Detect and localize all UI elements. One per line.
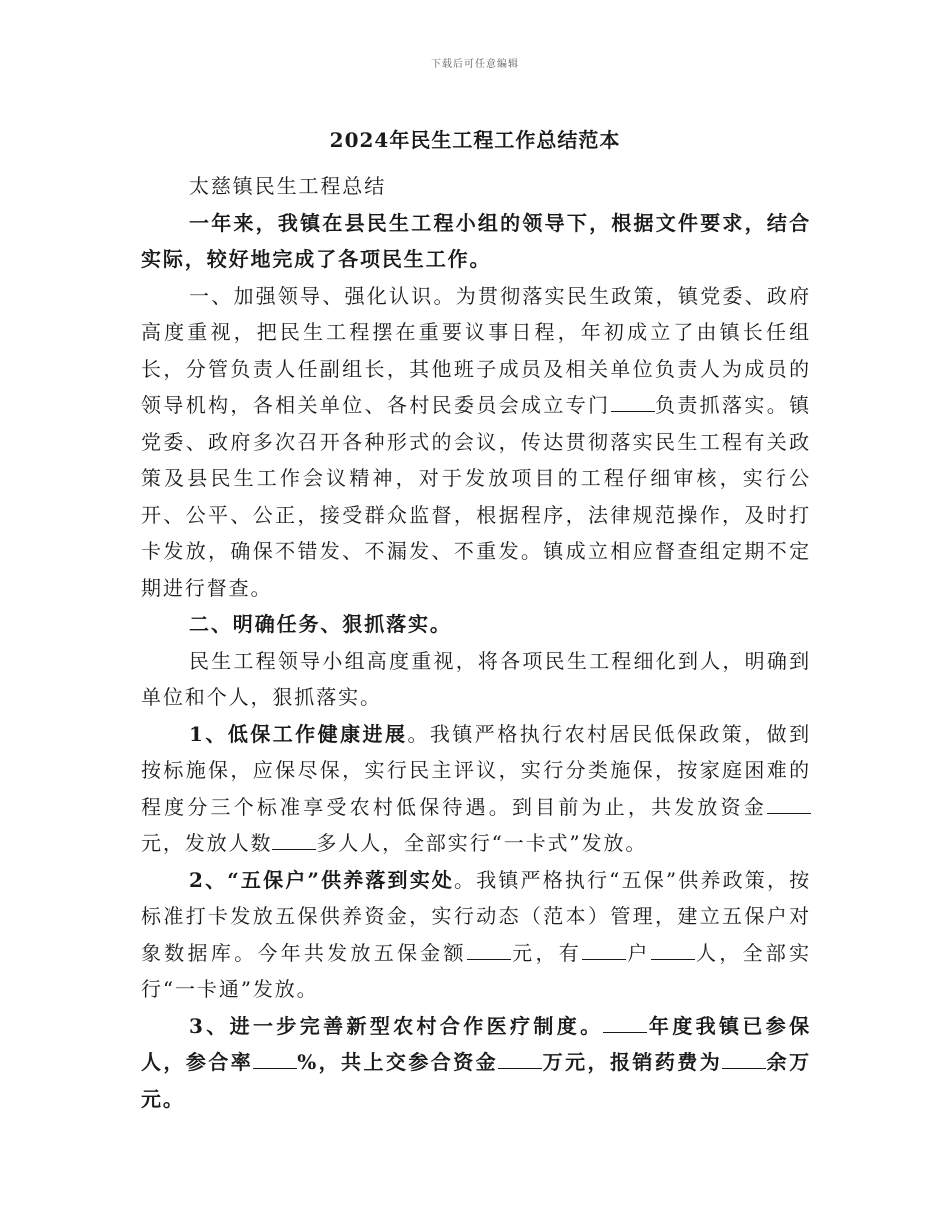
item1-text-b: 元，发放人数 [141,831,273,855]
blank-field [467,941,511,960]
item3-text-a: 3、进一步完善新型农村合作医疗制度。 [189,1013,604,1038]
subtitle: 太慈镇民生工程总结 [189,174,387,198]
item2-text-b: 元，有 [510,940,582,965]
blank-field [498,1050,542,1069]
item3-text-e: 余万元。 [141,1050,811,1111]
item1-text-a: 。我镇严格执行农村居民低保政策，做到按标施保，应保尽保，实行民主评议，实行分类施保，按家庭困难的程度分三个标准享受农村低保待遇。到目前为止，共发放资金 [141,721,812,819]
item1-lead: 1、低保工作健康进展 [189,721,408,746]
blank-field [767,795,811,814]
item3-text-c: %，共上交参合资金 [297,1050,499,1074]
item3-text-d: 万元，报销药费为 [542,1050,723,1074]
section1-text-a: 一、加强领导、强化认识。为贯彻落实民生政策，镇党委、政府高度重视，把民生工程摆在重要议事日程，年初成立了由镇长任组长，分管负责人任副组长，其他班子成员及相关单位负责人为成员的领导机构，各相关单位、各村民委员会成立专门 [141,283,811,417]
section1-text-b: 负责抓落实。镇党委、政府多次召开各种形式的会议，传达贯彻落实民生工程有关政策及县民生工作会议精神，对于发放项目的工程仔细审核，实行公开、公平、公正，接受群众监督，根据程序，法律规范操作，及时打卡发放，确保不错发、不漏发、不重发。镇成立相应督查组定期不定期进行督查。 [141,393,811,600]
item2-text-a: 。我镇严格执行“五保”供养政策，按标准打卡发放五保供养资金，实行动态（范本）管理，建立五保户对象数据库。今年共发放五保金额 [141,867,812,965]
blank-field [603,1014,647,1033]
intro-paragraph: 一年来，我镇在县民生工程小组的领导下，根据文件要求，结合实际，较好地完成了各项民生工作。 [141,210,811,271]
blank-field [651,941,695,960]
blank-field [272,831,316,850]
item2-paragraph [141,862,811,1008]
item2-lead: 2、“五保户”供养落到实处 [189,867,455,892]
blank-field [253,1050,297,1069]
item3-paragraph [141,1008,811,1118]
section2-heading: 二、明确任务、狠抓落实。 [189,612,452,636]
section2-paragraph: 民生工程领导小组高度重视，将各项民生工程细化到人，明确到单位和个人，狠抓落实。 [141,648,811,709]
item2-text-c: 户 [626,940,651,965]
blank-field [722,1050,766,1069]
blank-field [582,941,626,960]
item1-paragraph [141,716,811,862]
document-title: 2024年民生工程工作总结范本 [329,128,621,152]
blank-field [611,393,655,412]
document-body [141,168,811,1117]
item2-text-d: 人，全部实行“一卡通”发放。 [141,940,812,1001]
item1-text-c: 多人人，全部实行“一卡式”发放。 [316,831,648,855]
header-note: 下载后可任意编辑 [431,59,519,70]
item3-text-b: 年度我镇已参保人，参合率 [141,1013,811,1074]
section1-paragraph [141,278,811,607]
